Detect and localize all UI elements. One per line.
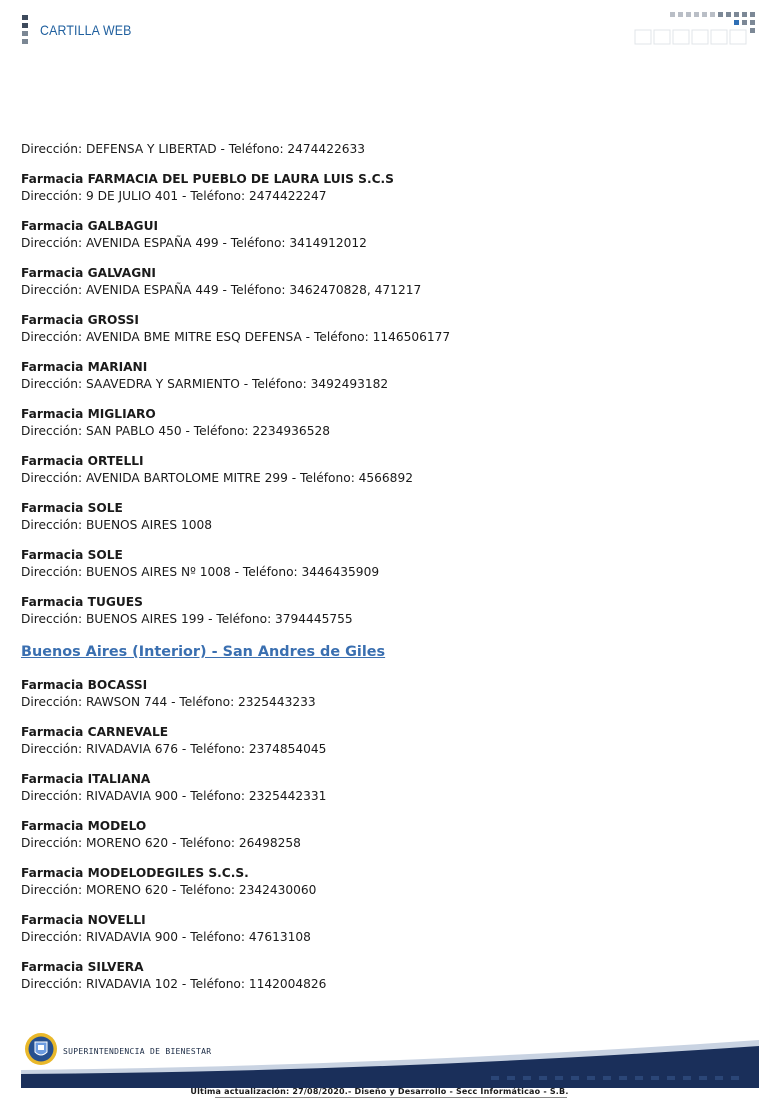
- pharmacy-name: Farmacia GALVAGNI: [21, 266, 156, 280]
- pharmacy-address: Dirección: AVENIDA BME MITRE ESQ DEFENSA - Teléfono: 1146506177: [21, 330, 451, 344]
- pharmacy-entry: [21, 312, 741, 346]
- pharmacy-name: Farmacia SOLE: [21, 548, 123, 562]
- section-title[interactable]: Buenos Aires (Interior) - San Andres de Giles: [21, 644, 386, 660]
- pharmacy-address: Dirección: RIVADAVIA 900 - Teléfono: 47613108: [21, 930, 311, 944]
- pharmacy-list: [21, 141, 741, 993]
- pharmacy-address: Dirección: MORENO 620 - Teléfono: 26498258: [21, 836, 301, 850]
- pharmacy-entry: [21, 265, 741, 299]
- pharmacy-name: Farmacia NOVELLI: [21, 913, 146, 927]
- pharmacy-entry: [21, 594, 741, 628]
- pharmacy-entry: [21, 359, 741, 393]
- pharmacy-name: Farmacia CARNEVALE: [21, 725, 169, 739]
- pharmacy-entry: [21, 724, 741, 758]
- pharmacy-address: Dirección: AVENIDA ESPAÑA 449 - Teléfono: 3462470828, 471217: [21, 283, 422, 297]
- pharmacy-entry: [21, 818, 741, 852]
- pharmacy-name: Farmacia SILVERA: [21, 960, 144, 974]
- pharmacy-address: Dirección: MORENO 620 - Teléfono: 2342430060: [21, 883, 317, 897]
- pharmacy-entry: [21, 453, 741, 487]
- entry-address: Dirección: DEFENSA Y LIBERTAD - Teléfono: 2474422633: [21, 142, 365, 156]
- pharmacy-address: Dirección: RIVADAVIA 102 - Teléfono: 1142004826: [21, 977, 327, 991]
- header-bar-icon: [22, 15, 28, 47]
- pharmacy-address: Dirección: AVENIDA BARTOLOME MITRE 299 - Teléfono: 4566892: [21, 471, 413, 485]
- footer-divider: [215, 1097, 567, 1098]
- pharmacy-entry: [21, 771, 741, 805]
- pharmacy-entry: [21, 959, 741, 993]
- pharmacy-address: Dirección: RIVADAVIA 900 - Teléfono: 2325442331: [21, 789, 327, 803]
- pharmacy-name: Farmacia MODELO: [21, 819, 147, 833]
- pharmacy-name: Farmacia GALBAGUI: [21, 219, 158, 233]
- pharmacy-entry: [21, 547, 741, 581]
- pharmacy-entry: [21, 171, 741, 205]
- pharmacy-address: Dirección: BUENOS AIRES 199 - Teléfono: 3794445755: [21, 612, 353, 626]
- pharmacy-address: Dirección: 9 DE JULIO 401 - Teléfono: 2474422247: [21, 189, 327, 203]
- app-title: CARTILLA WEB: [40, 22, 132, 38]
- pharmacy-entry: [21, 865, 741, 899]
- last-updated-note: Ultima actualización: 27/08/2020.- Diseño y Desarrollo - Secc Informáticao - S.B.: [190, 1087, 569, 1096]
- pharmacy-address: Dirección: BUENOS AIRES Nº 1008 - Teléfono: 3446435909: [21, 565, 380, 579]
- pharmacy-name: Farmacia MARIANI: [21, 360, 148, 374]
- pharmacy-name: Farmacia FARMACIA DEL PUEBLO DE LAURA LUIS S.C.S: [21, 172, 394, 186]
- pharmacy-entry: [21, 218, 741, 252]
- pharmacy-name: Farmacia TUGUES: [21, 595, 143, 609]
- pharmacy-address: Dirección: BUENOS AIRES 1008: [21, 518, 212, 532]
- pharmacy-name: Farmacia GROSSI: [21, 313, 139, 327]
- pharmacy-entry: [21, 677, 741, 711]
- institution-seal-icon: [24, 1031, 58, 1067]
- pharmacy-address: Dirección: RAWSON 744 - Teléfono: 2325443233: [21, 695, 316, 709]
- pharmacy-name: Farmacia ORTELLI: [21, 454, 144, 468]
- pharmacy-name: Farmacia BOCASSI: [21, 678, 148, 692]
- pharmacy-address: Dirección: RIVADAVIA 676 - Teléfono: 2374854045: [21, 742, 327, 756]
- pharmacy-name: Farmacia MIGLIARO: [21, 407, 156, 421]
- pharmacy-entry: [21, 406, 741, 440]
- pharmacy-address: Dirección: SAN PABLO 450 - Teléfono: 2234936528: [21, 424, 330, 438]
- pharmacy-address: Dirección: SAAVEDRA Y SARMIENTO - Teléfono: 3492493182: [21, 377, 389, 391]
- header-decoration: [634, 10, 759, 48]
- pharmacy-name: Farmacia MODELODEGILES S.C.S.: [21, 866, 249, 880]
- footer-banner: [21, 1030, 759, 1090]
- organization-name: SUPERINTENDENCIA DE BIENESTAR: [63, 1047, 212, 1056]
- pharmacy-name: Farmacia ITALIANA: [21, 772, 151, 786]
- pharmacy-entry: [21, 500, 741, 534]
- pharmacy-entry: [21, 912, 741, 946]
- pharmacy-name: Farmacia SOLE: [21, 501, 123, 515]
- pharmacy-address: Dirección: AVENIDA ESPAÑA 499 - Teléfono: 3414912012: [21, 236, 367, 250]
- footer-wave: [21, 1030, 759, 1088]
